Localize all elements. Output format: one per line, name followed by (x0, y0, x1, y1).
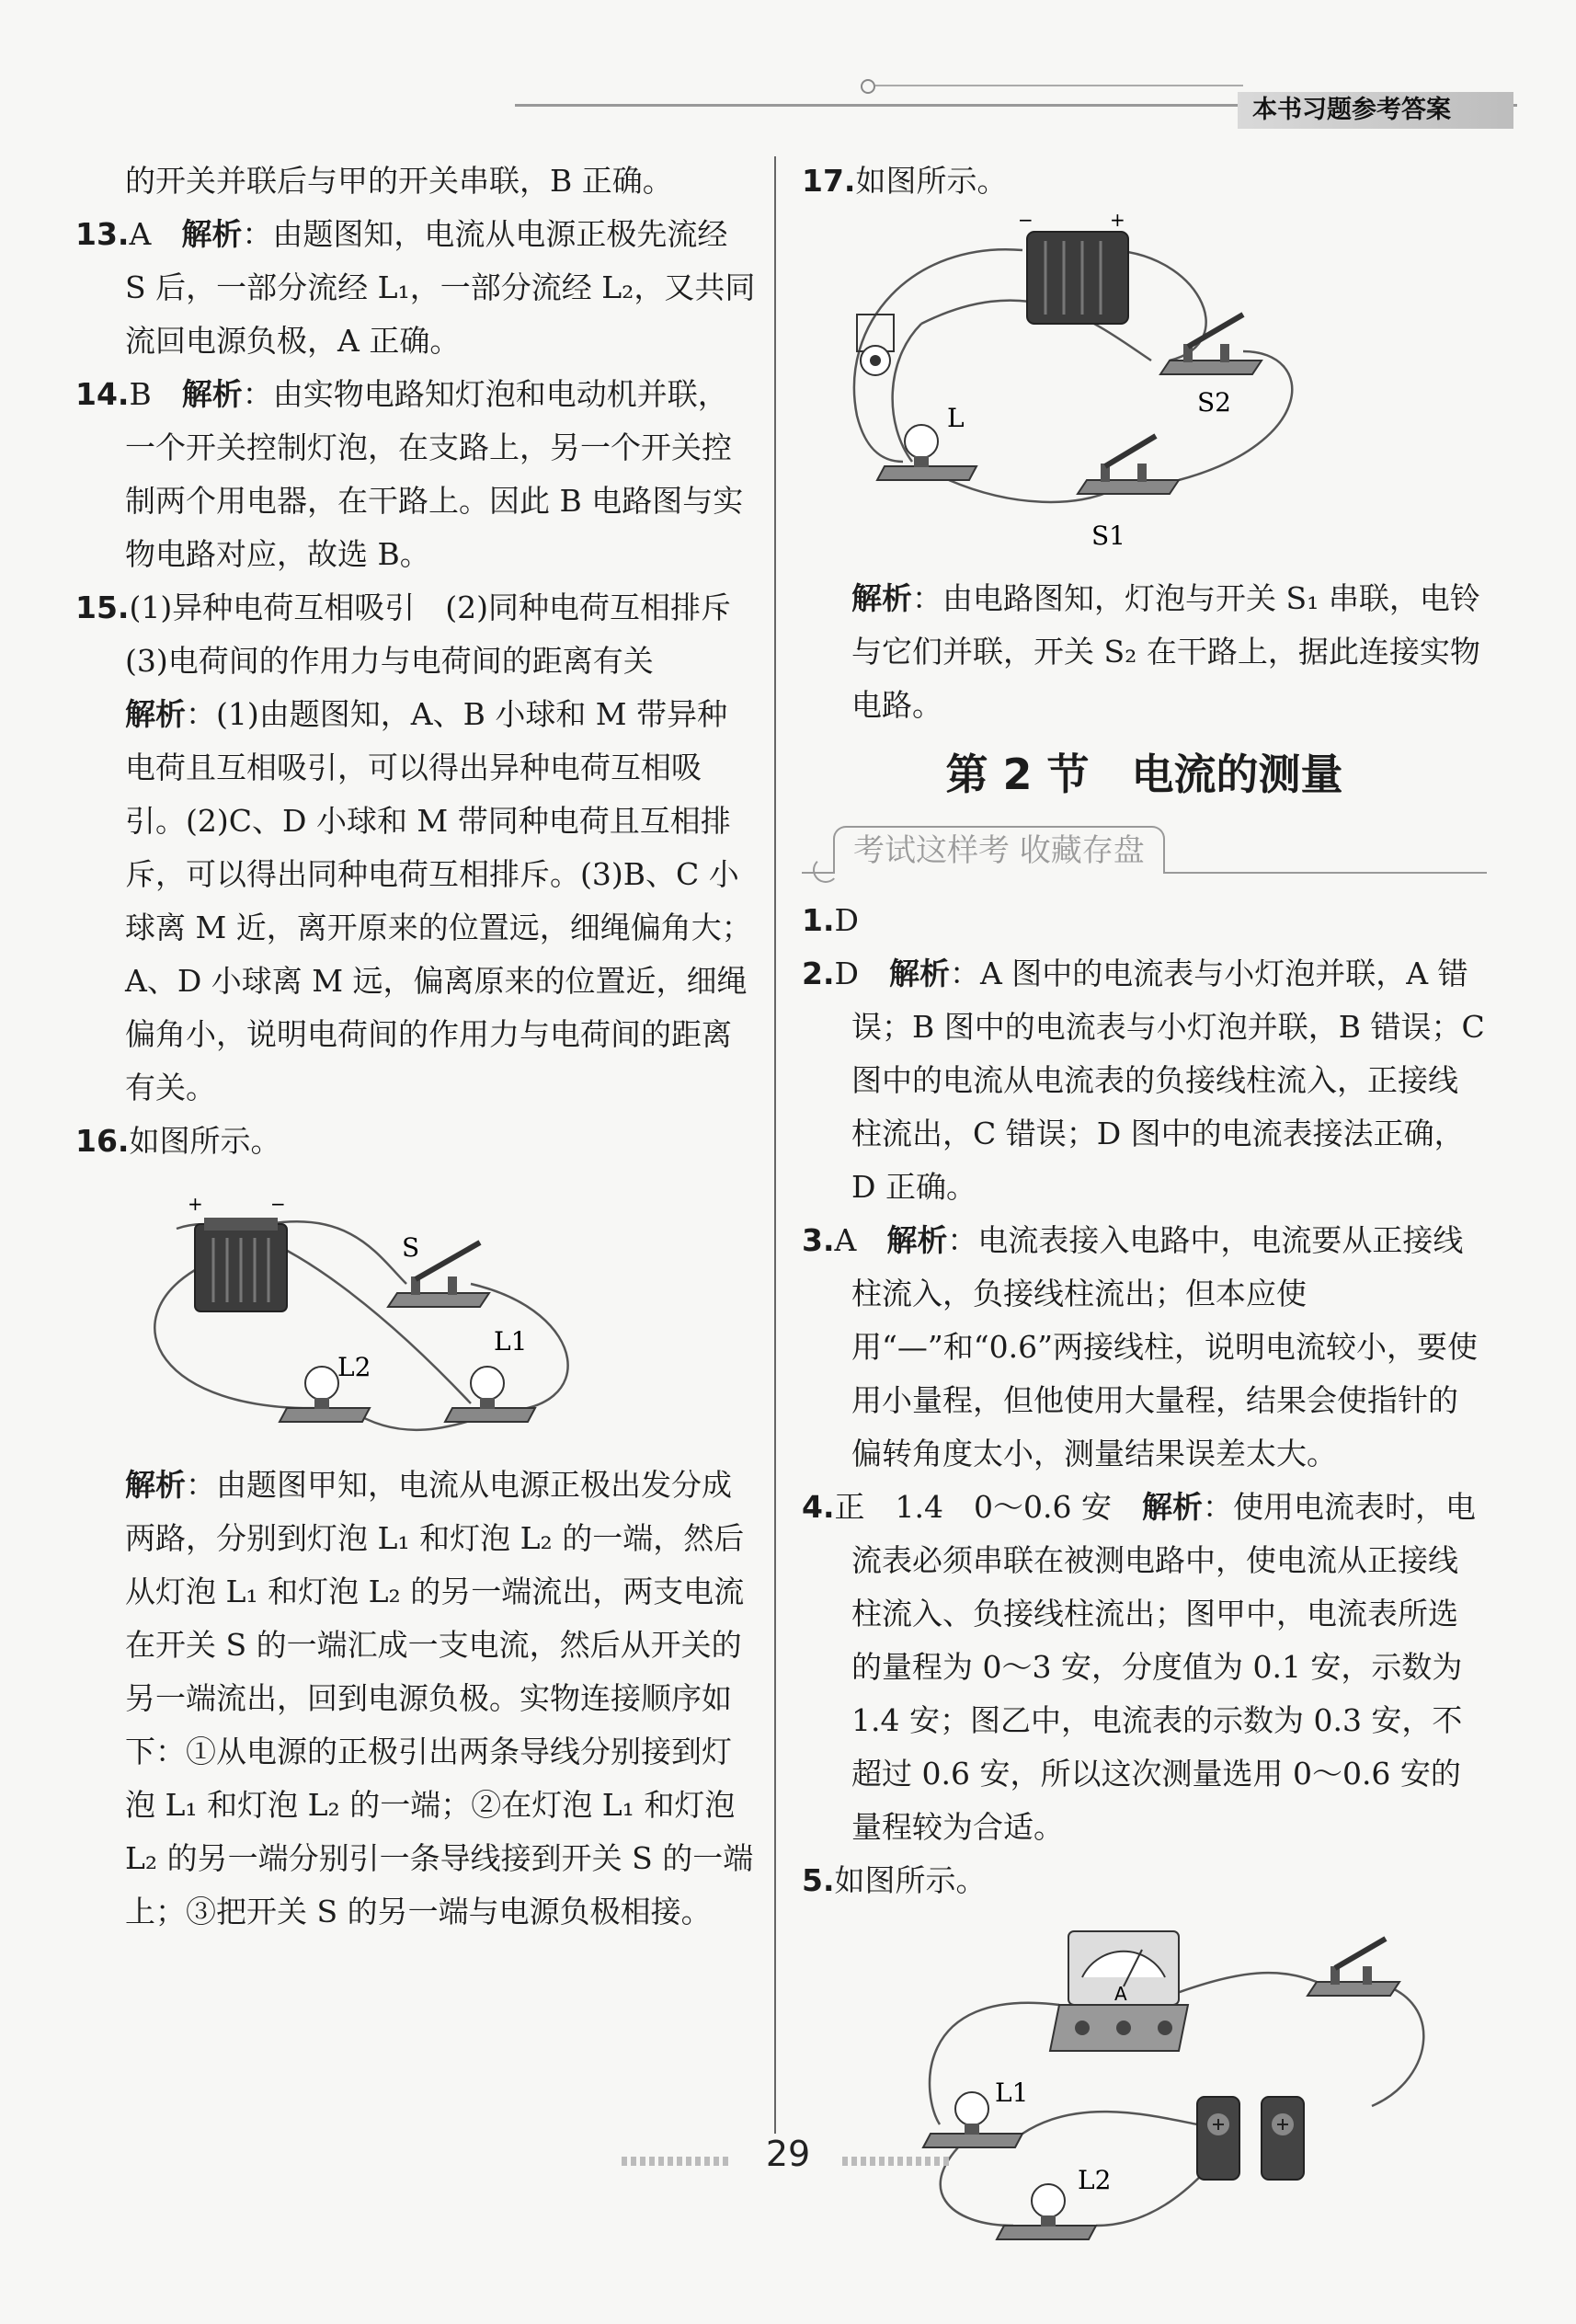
answer-3: 3.A 解析：电流表接入电路中，电流要从正接线柱流入，负接线柱流出；但本应使用“—”和“0.6”两接线柱，说明电流较小，要使用小量程，但他使用大量程，结果会使指针的偏转角度太小，测量结果误差太大。 (802, 1222, 1478, 1471)
switch-label: S (402, 1232, 420, 1263)
header-thin-rule (875, 85, 1243, 86)
answer-15: 15.(1)异种电荷互相吸引 (2)同种电荷互相排斥 (3)电荷间的作用力与电荷间的距离有关 (75, 590, 761, 679)
answer-5: 5.如图所示。 (802, 1862, 987, 1898)
lamp-l-label: L (947, 403, 965, 433)
switch-icon (1160, 315, 1262, 374)
continued-line: 的开关并联后与甲的开关串联，B 正确。 (125, 163, 673, 199)
battery-icon (195, 1218, 287, 1311)
switch-s1-label: S1 (1091, 521, 1125, 551)
right-column (802, 155, 1487, 2253)
page-number: 29 (765, 2134, 811, 2174)
answer-16: 16.如图所示。 (75, 1123, 281, 1159)
analysis-15: 解析：(1)由题图知，A、B 小球和 M 带异种电荷且互相吸引，可以得出异种电荷互相吸引。(2)C、D 小球和 M 带同种电荷且互相排斥，可以得出同种电荷互相排斥。(3)B、C 小球离 M 近，离开原来的位置远，细绳偏角大；A、D 小球离 M 远，偏离原来的位置近，细绳偏角小，说明电荷间的作用力与电荷间的距离有关。 (125, 696, 752, 1105)
lamp-icon (445, 1367, 535, 1422)
switch-icon (1078, 436, 1179, 494)
minus-sign: − (1018, 213, 1034, 231)
answer-14: 14.B 解析：由实物电路知灯泡和电动机并联，一个开关控制灯泡，在支路上，另一个开关控制两个用电器，在干路上。因此 B 电路图与实物电路对应，故选 B。 (75, 376, 744, 572)
switch-s2-label: S2 (1197, 387, 1231, 418)
ammeter-label: A (1114, 1983, 1127, 2005)
switch-icon (1308, 1939, 1399, 1996)
analysis-17: 解析：由电路图知，灯泡与开关 S₁ 串联，电铃与它们并联，开关 S₂ 在干路上，据此连接实物电路。 (851, 580, 1480, 723)
left-column (75, 155, 761, 1939)
answer-13: 13.A 解析：由题图知，电流从电源正极先流经 S 后，一部分流经 L₁，一部分流经 L₂，又共同流回电源负极，A 正确。 (75, 216, 756, 359)
answer-17: 17.如图所示。 (802, 163, 1008, 199)
banner-label: 考试这样考 收藏存盘 (833, 826, 1165, 874)
circuit-figure-5 (802, 1913, 1487, 2244)
lamp-l1-label: L1 (995, 2078, 1029, 2108)
answer-2: 2.D 解析：A 图中的电流表与小灯泡并联，A 错误；B 图中的电流表与小灯泡并联，B 错误；C 图中的电流从电流表的负接线柱流入，正接线柱流出，C 错误；D 图中的电流表接法正确，D 正确。 (802, 956, 1485, 1205)
answer-4: 4.正 1.4 0～0.6 安 解析：使用电流表时，电流表必须串联在被测电路中，使电流从正接线柱流入、负接线柱流出；图甲中，电流表所选的量程为 0～3 安，分度值为 0.1 安，示数为 1.4 安；图乙中，电流表的示数为 0.3 安，不超过 0.6 安，所以这次测量选用 0～0.6 安的量程较为合适。 (802, 1489, 1476, 1845)
section-title: 第 2 节 电流的测量 (945, 750, 1343, 799)
plus-sign: + (188, 1193, 203, 1215)
answer-1: 1.D (802, 902, 859, 938)
circuit-figure-17 (802, 213, 1487, 563)
lamp-l2-label: L2 (337, 1352, 371, 1382)
running-header: 本书习题参考答案 (1238, 92, 1513, 129)
analysis-16: 解析：由题图甲知，电流从电源正极出发分成两路，分别到灯泡 L₁ 和灯泡 L₂ 的一端，然后从灯泡 L₁ 和灯泡 L₂ 的另一端流出，两支电流在开关 S 的一端汇成一支电流，然后从开关的另一端流出，回到电源负极。实物连接顺序如下：①从电源的正极引出两条导线分别接到灯泡 L₁ 和灯泡 L₂ 的一端；②在灯泡 L₁ 和灯泡 L₂ 的另一端分别引一条导线接到开关 S 的一端上；③把开关 S 的另一端与电源负极相接。 (125, 1467, 754, 1929)
battery-icon (1027, 232, 1128, 324)
circuit-figure-16 (75, 1173, 756, 1449)
bell-icon (857, 315, 894, 375)
exam-banner (802, 820, 1487, 885)
lamp-l1-label: L1 (494, 1326, 528, 1357)
plus-sign: + (1110, 213, 1125, 231)
lamp-l2-label: L2 (1078, 2165, 1112, 2195)
minus-sign: − (270, 1193, 286, 1215)
column-divider (774, 156, 776, 2134)
header-dot (861, 79, 875, 94)
lamp-icon (877, 425, 976, 480)
